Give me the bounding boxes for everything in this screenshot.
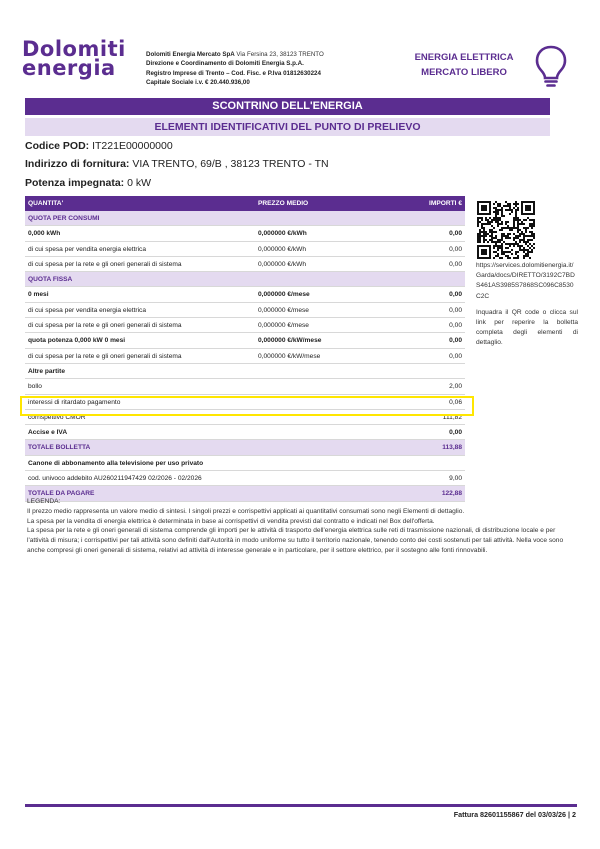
table-cell: di cui spesa per vendita energia elettrica xyxy=(28,306,147,314)
table-row xyxy=(25,425,465,440)
table-cell: Accise e IVA xyxy=(28,429,68,437)
legend-line: La spesa per la vendita di energia elettrica è determinata in base ai corrispettivi di vendita previsti dal contratto e indicati nel Box dell'offerta. xyxy=(27,517,435,525)
table-row xyxy=(25,287,465,302)
address-label: Indirizzo di fornitura: xyxy=(25,158,130,170)
table-row xyxy=(25,226,465,241)
table-cell: Canone di abbonamento alla televisione per uso privato xyxy=(28,459,204,467)
market-line-1: ENERGIA ELETTRICA xyxy=(414,52,514,63)
table-row xyxy=(25,349,465,364)
table-cell: 0,00 xyxy=(449,306,462,314)
legend-line: Il prezzo medio rappresenta un valore medio di sintesi. I singoli prezzi e corrispettivi applicati ai quantitativi consumati sono negli Elementi di dettaglio. xyxy=(27,507,465,515)
company-registry: Registro Imprese di Trento – Cod. Fisc. e P.Iva 01812630224 xyxy=(146,69,321,77)
table-header xyxy=(25,196,465,211)
company-logo xyxy=(22,37,134,80)
highlight-box xyxy=(20,396,474,416)
address-line xyxy=(25,158,329,171)
pod-label: Codice POD: xyxy=(25,140,90,152)
table-cell: 0,00 xyxy=(449,322,462,330)
power-label: Potenza impegnata: xyxy=(25,177,125,189)
address-value: VIA TRENTO, 69/B , 38123 TRENTO - TN xyxy=(129,158,329,170)
table-cell: interessi di ritardato pagamento xyxy=(28,398,121,406)
table-cell: 0,000000 €/kWh xyxy=(258,260,307,268)
table-cell: 0,00 xyxy=(449,352,462,360)
table-row xyxy=(25,333,465,348)
table-cell: di cui spesa per la rete e gli oneri generali di sistema xyxy=(28,260,182,268)
market-line-2: MERCATO LIBERO xyxy=(421,67,507,78)
invoice-footer: Fattura 82601155867 del 03/03/26 | 2 xyxy=(453,810,576,819)
document-title: SCONTRINO DELL'ENERGIA xyxy=(25,98,550,115)
lightbulb-icon xyxy=(534,44,568,88)
legend-title: LEGENDA: xyxy=(27,498,61,505)
table-body xyxy=(25,211,465,502)
table-cell: 0,000000 €/kW/mese xyxy=(258,352,321,360)
table-cell: bollo xyxy=(28,383,42,391)
table-cell: 122,88 xyxy=(441,490,462,498)
qr-code-icon xyxy=(477,201,535,259)
table-cell: 0,000000 €/kWh xyxy=(258,245,307,253)
table-cell: 113,88 xyxy=(442,444,462,452)
company-capital: Capitale Sociale i.v. € 20.440.936,00 xyxy=(146,78,250,86)
legend-line: La spesa per la rete e gli oneri generali di sistema comprende gli importi per le attività di trasporto dell'energia elettrica sulle reti di trasmissione nazionali, di distribuzione locale e per l'attività di misura; i corrispettivi per tali attività sono definiti dall'Autorità in modo uniforme su tutto il territorio nazionale, tenendo conto dei costi sostenuti per tali attività. Nella voce sono anche compresi gli oneri generali di sistema, relativi ad attività di interesse generale e in particolare, per il settore elettrico, per il sostegno alle fonti rinnovabili. xyxy=(27,527,564,554)
header-average-price: PREZZO MEDIO xyxy=(258,200,309,207)
page-header xyxy=(22,38,578,96)
table-cell: TOTALE DA PAGARE xyxy=(28,490,95,498)
table-row xyxy=(25,440,465,455)
table-cell: QUOTA PER CONSUMI xyxy=(28,215,100,222)
qr-note: Inquadra il QR code o clicca sul link per reperire la bolletta completa degli elementi di dettaglio. xyxy=(476,308,578,347)
table-cell: 9,00 xyxy=(449,475,462,483)
table-row xyxy=(25,364,465,379)
qr-info xyxy=(476,261,578,349)
table-cell: QUOTA FISSA xyxy=(28,276,73,284)
logo-line-2: energia xyxy=(22,56,116,80)
market-label xyxy=(408,50,520,80)
table-cell: 0,00 xyxy=(449,291,462,299)
header-quantity: QUANTITA' xyxy=(28,200,64,207)
table-cell: 0,000 kWh xyxy=(28,230,61,238)
table-cell: 0,000000 €/mese xyxy=(258,291,310,299)
table-row xyxy=(25,257,465,272)
company-name: Dolomiti Energia Mercato SpA xyxy=(146,51,235,58)
table-row xyxy=(25,318,465,333)
section-subtitle: ELEMENTI IDENTIFICATIVI DEL PUNTO DI PRELIEVO xyxy=(25,118,550,136)
table-cell: di cui spesa per la rete e gli oneri generali di sistema xyxy=(28,352,182,360)
table-cell: 0,00 xyxy=(449,337,462,345)
legend xyxy=(27,497,577,556)
table-cell: quota potenza 0,000 kW 0 mesi xyxy=(28,337,126,345)
table-row xyxy=(25,242,465,257)
table-cell: cod. univoco addebito AU260211947429 02/2026 - 02/2026 xyxy=(28,475,202,483)
table-cell: 2,00 xyxy=(449,383,462,391)
power-line xyxy=(25,177,151,190)
table-cell: corrispettivo CMOR xyxy=(28,413,86,421)
company-info xyxy=(146,50,324,87)
table-cell: di cui spesa per vendita energia elettrica xyxy=(28,245,147,253)
table-row xyxy=(25,456,465,471)
footer-divider xyxy=(25,804,577,807)
table-row xyxy=(25,379,465,394)
table-cell: 0,00 xyxy=(449,245,462,253)
table-cell: 0 mesi xyxy=(28,291,49,299)
table-row xyxy=(25,211,465,226)
pod-line xyxy=(25,140,173,153)
table-cell: 0,06 xyxy=(449,398,462,406)
table-cell: 111,82 xyxy=(442,413,462,421)
table-row xyxy=(25,471,465,486)
company-address: Via Fersina 23, 38123 TRENTO xyxy=(234,51,324,58)
table-cell: 0,00 xyxy=(449,429,462,437)
table-cell: di cui spesa per la rete e gli oneri generali di sistema xyxy=(28,322,182,330)
table-cell: 0,00 xyxy=(449,230,462,238)
table-cell: 0,000000 €/kWh xyxy=(258,230,307,238)
header-amounts: IMPORTI € xyxy=(429,200,462,207)
company-direction: Direzione e Coordinamento di Dolomiti Energia S.p.A. xyxy=(146,60,304,68)
logo-line-1: Dolomiti xyxy=(22,37,126,61)
pod-value: IT221E00000000 xyxy=(89,140,173,152)
table-row xyxy=(25,303,465,318)
table-cell: TOTALE BOLLETTA xyxy=(28,444,91,452)
table-row xyxy=(25,272,465,287)
power-value: 0 kW xyxy=(124,177,152,189)
table-cell: 0,00 xyxy=(449,260,462,268)
table-cell: 0,000000 €/mese xyxy=(258,306,309,314)
table-cell: 0,000000 €/kW/mese xyxy=(258,337,322,345)
table-cell: Altre partite xyxy=(28,367,66,375)
qr-link[interactable]: https://services.dolomitienergia.it/Garda/docs/DIRETTO/3192C7BDS461AS3985S7868SC096C8530C2C xyxy=(476,262,575,300)
energy-receipt-table xyxy=(25,196,465,502)
table-cell: 0,000000 €/mese xyxy=(258,322,309,330)
